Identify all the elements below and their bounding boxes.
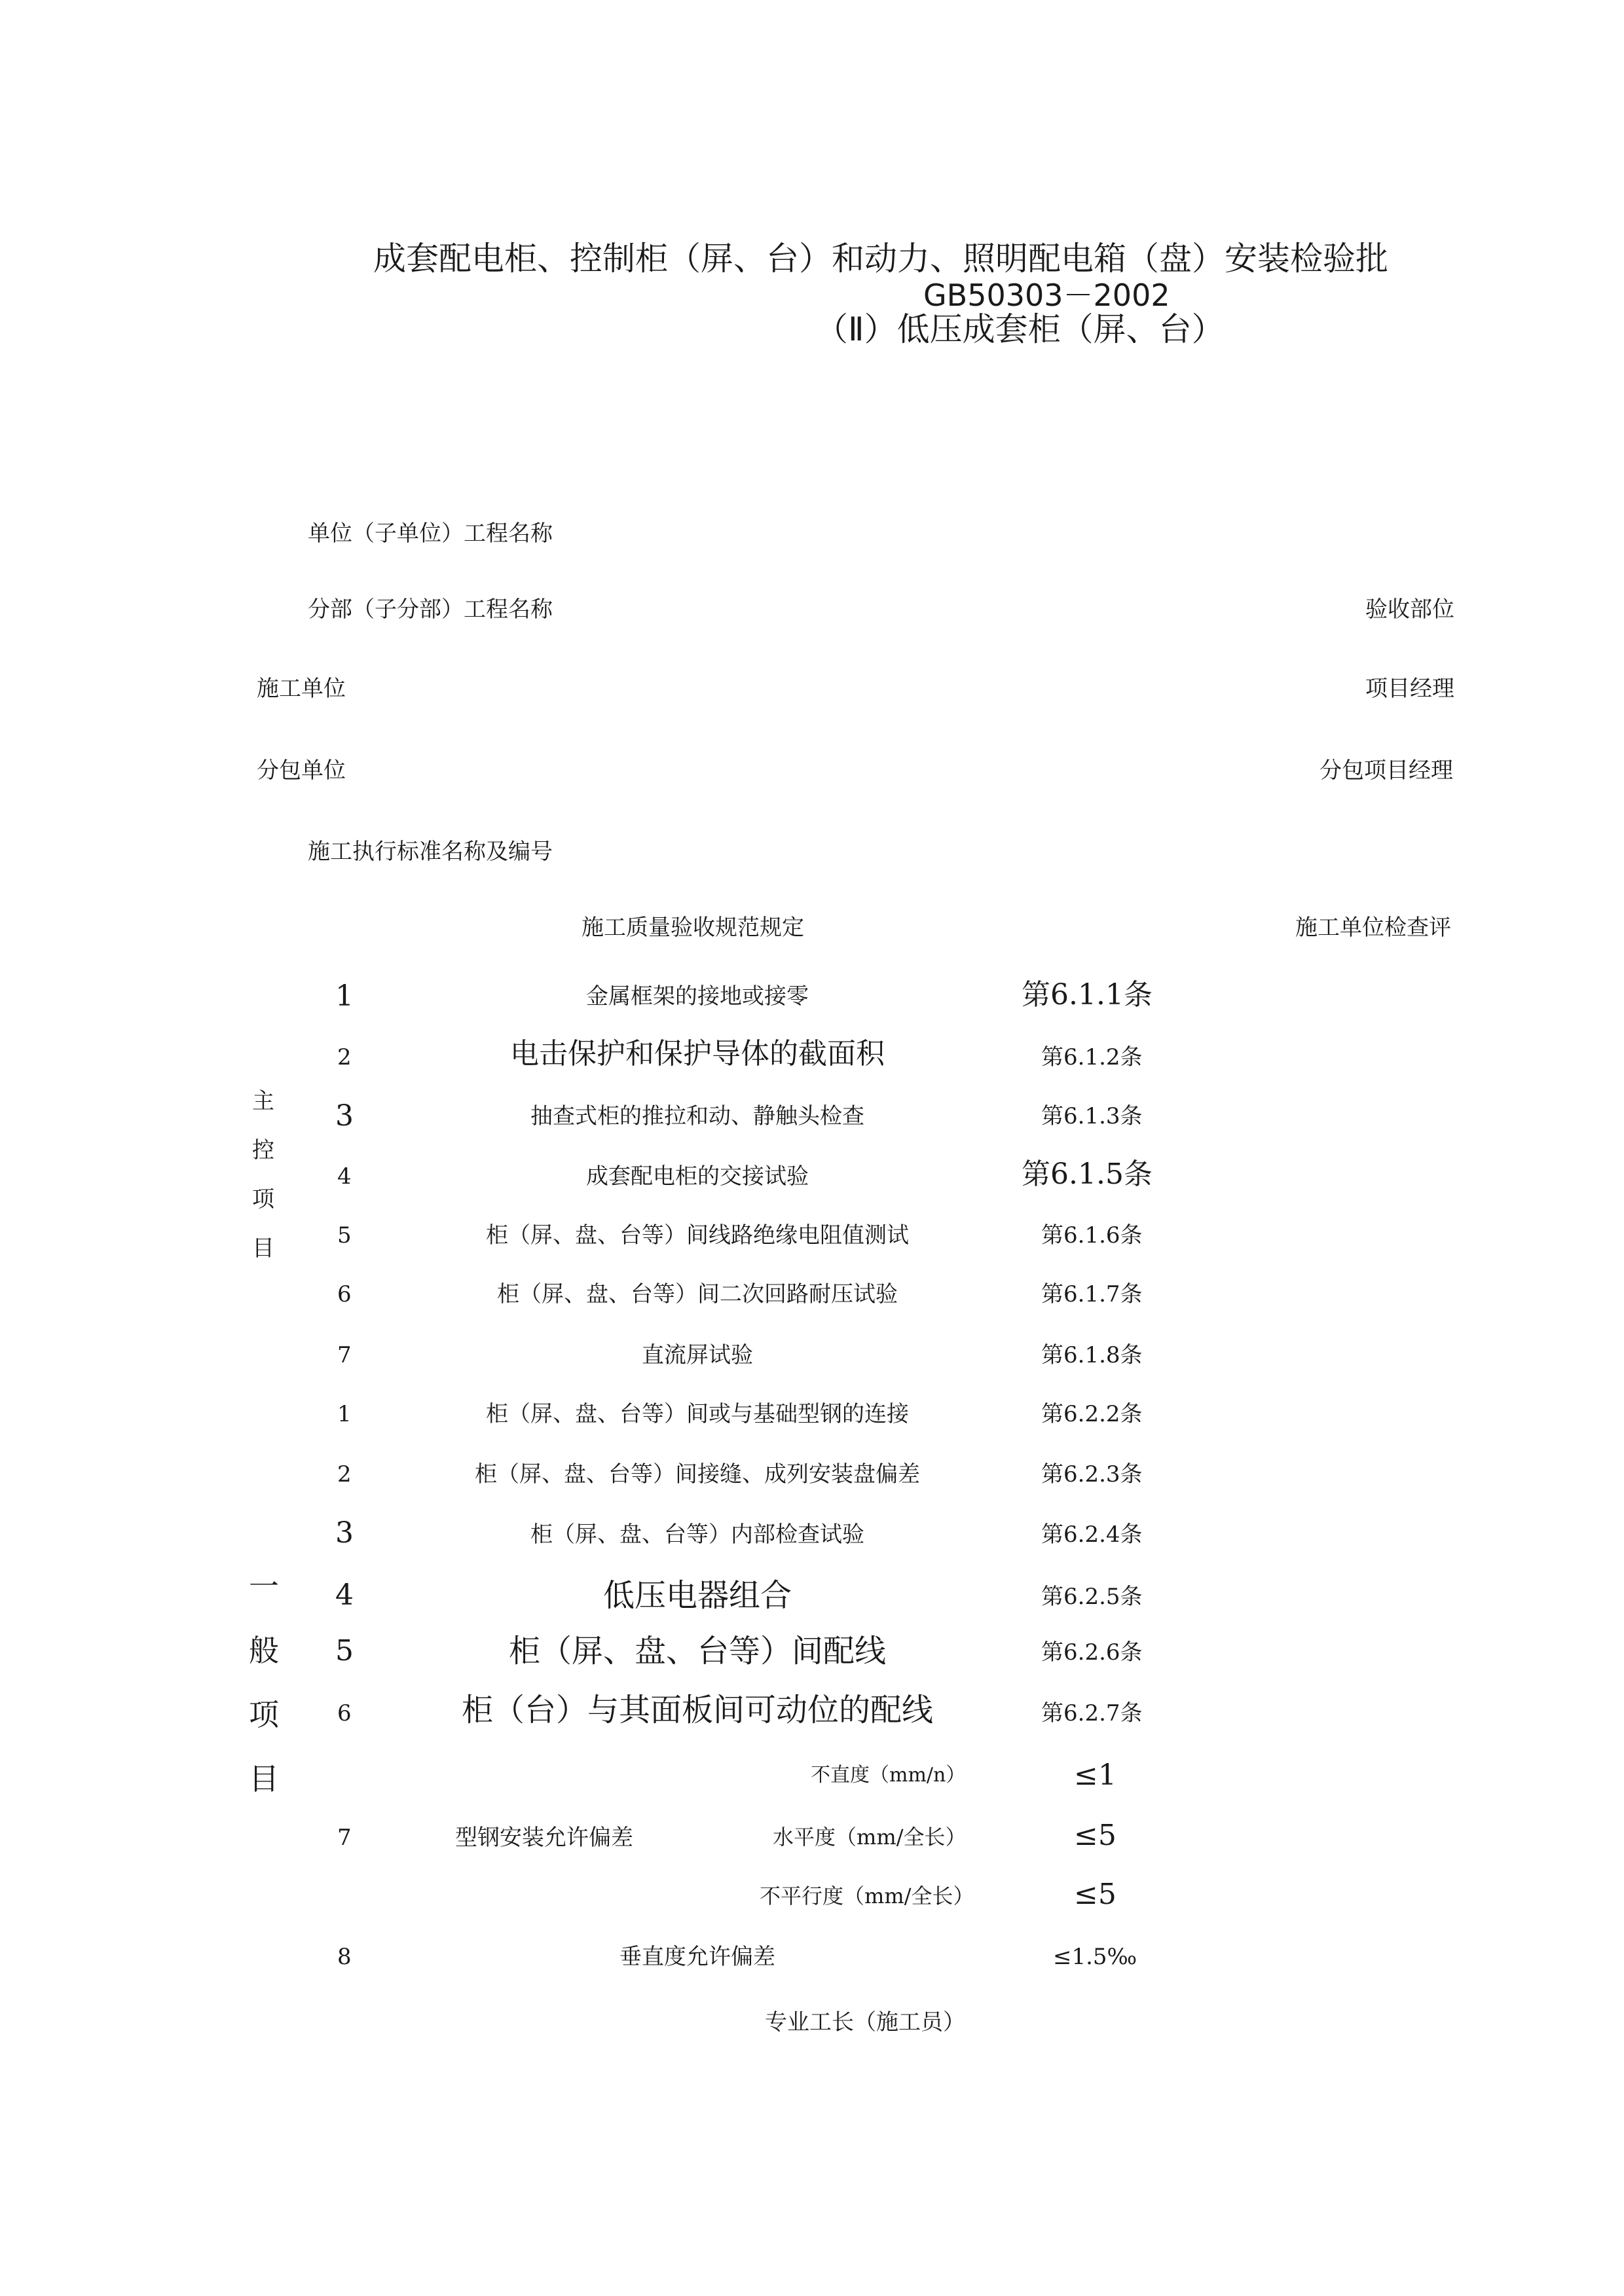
item-clause: 第6.2.5条 [1041, 1584, 1143, 1610]
item-description: 柜（屏、盘、台等）间二次回路耐压试验 [497, 1281, 898, 1307]
item-number: 4 [337, 1163, 352, 1190]
sub-item-value: ≤5 [1074, 1878, 1116, 1911]
item-clause: 第6.2.4条 [1041, 1522, 1143, 1548]
acceptance-part-label: 验收部位 [1365, 596, 1454, 623]
item-number: 4 [335, 1578, 354, 1612]
item-description: 低压电器组合 [602, 1577, 792, 1614]
general-label-char: 项 [249, 1697, 279, 1732]
sub-item-name: 不平行度（mm/全长） [760, 1884, 974, 1908]
item-number: 6 [337, 1281, 352, 1307]
item-description: 柜（屏、盘、台等）内部检查试验 [530, 1522, 864, 1548]
item-description: 电击保护和保护导体的截面积 [510, 1037, 885, 1070]
item-description: 金属框架的接地或接零 [586, 983, 809, 1010]
item-number: 2 [337, 1461, 352, 1487]
item-clause: 第6.2.6条 [1041, 1639, 1143, 1666]
item-number: 8 [337, 1944, 352, 1970]
standard-name-label: 施工执行标准名称及编号 [308, 839, 553, 865]
item-clause: 第6.1.1条 [1022, 978, 1153, 1011]
item-number: 1 [337, 1401, 352, 1427]
general-label-char: 般 [249, 1633, 279, 1668]
item-description: 柜（屏、盘、台等）间或与基础型钢的连接 [486, 1401, 909, 1427]
item-description: 成套配电柜的交接试验 [586, 1163, 809, 1190]
item-description: 直流屏试验 [642, 1342, 753, 1368]
item-number: 6 [337, 1700, 352, 1726]
project-manager-label: 项目经理 [1365, 676, 1454, 702]
item-description: 柜（台）与其面板间可动位的配线 [461, 1692, 934, 1728]
main-control-label-char: 控 [252, 1137, 274, 1163]
item-clause: 第6.2.3条 [1041, 1461, 1143, 1487]
item-number: 5 [337, 1222, 352, 1248]
sub-item-name: 水平度（mm/全长） [773, 1825, 967, 1850]
main-control-label-char: 目 [252, 1235, 274, 1262]
item-number: 2 [337, 1044, 352, 1070]
subcontract-unit-label: 分包单位 [257, 757, 346, 784]
item-clause: 第6.1.7条 [1041, 1281, 1143, 1307]
item-clause: 第6.2.7条 [1041, 1700, 1143, 1726]
item-clause: 第6.1.8条 [1041, 1342, 1143, 1368]
item-number: 3 [335, 1516, 354, 1550]
unit-check-result-header: 施工单位检查评 [1295, 915, 1451, 941]
item-description: 型钢安装允许偏差 [455, 1825, 633, 1851]
sub-item-name: 不直度（mm/n） [811, 1764, 966, 1787]
item-description: 柜（屏、盘、台等）间线路绝缘电阻值测试 [486, 1222, 909, 1248]
item-clause: 第6.1.5条 [1022, 1157, 1153, 1191]
item-value: ≤1.5‰ [1053, 1944, 1137, 1970]
sub-item-value: ≤1 [1074, 1758, 1116, 1792]
general-label-char: 目 [249, 1761, 279, 1796]
division-project-name-label: 分部（子分部）工程名称 [308, 596, 553, 623]
item-number: 5 [335, 1634, 354, 1667]
main-control-label-char: 项 [252, 1186, 274, 1212]
item-number: 3 [335, 1099, 354, 1133]
item-clause: 第6.1.2条 [1041, 1044, 1143, 1070]
general-label-char: 一 [249, 1569, 279, 1604]
item-description: 垂直度允许偏差 [619, 1944, 775, 1970]
item-clause: 第6.2.2条 [1041, 1401, 1143, 1427]
item-number: 1 [335, 979, 354, 1013]
main-control-label-char: 主 [252, 1088, 274, 1114]
quality-spec-header: 施工质量验收规范规定 [581, 915, 804, 941]
item-description: 柜（屏、盘、台等）间配线 [508, 1633, 887, 1669]
foreman-label: 专业工长（施工员） [765, 2009, 965, 2035]
item-number: 7 [337, 1825, 352, 1851]
item-description: 抽查式柜的推拉和动、静触头检查 [530, 1103, 864, 1129]
item-description: 柜（屏、盘、台等）间接缝、成列安装盘偏差 [475, 1461, 920, 1487]
item-clause: 第6.1.6条 [1041, 1222, 1143, 1248]
item-clause: 第6.1.3条 [1041, 1103, 1143, 1129]
page-title: 成套配电柜、控制柜（屏、台）和动力、照明配电箱（盘）安装检验批 [373, 240, 1388, 278]
item-number: 7 [337, 1342, 352, 1368]
subcontract-project-manager-label: 分包项目经理 [1320, 757, 1453, 784]
construction-unit-label: 施工单位 [257, 676, 346, 702]
unit-project-name-label: 单位（子单位）工程名称 [308, 520, 553, 547]
sub-item-value: ≤5 [1074, 1819, 1116, 1852]
standard-code: GB50303－2002 [923, 278, 1170, 313]
page-subtitle: （Ⅱ）低压成套柜（屏、台） [815, 310, 1225, 348]
